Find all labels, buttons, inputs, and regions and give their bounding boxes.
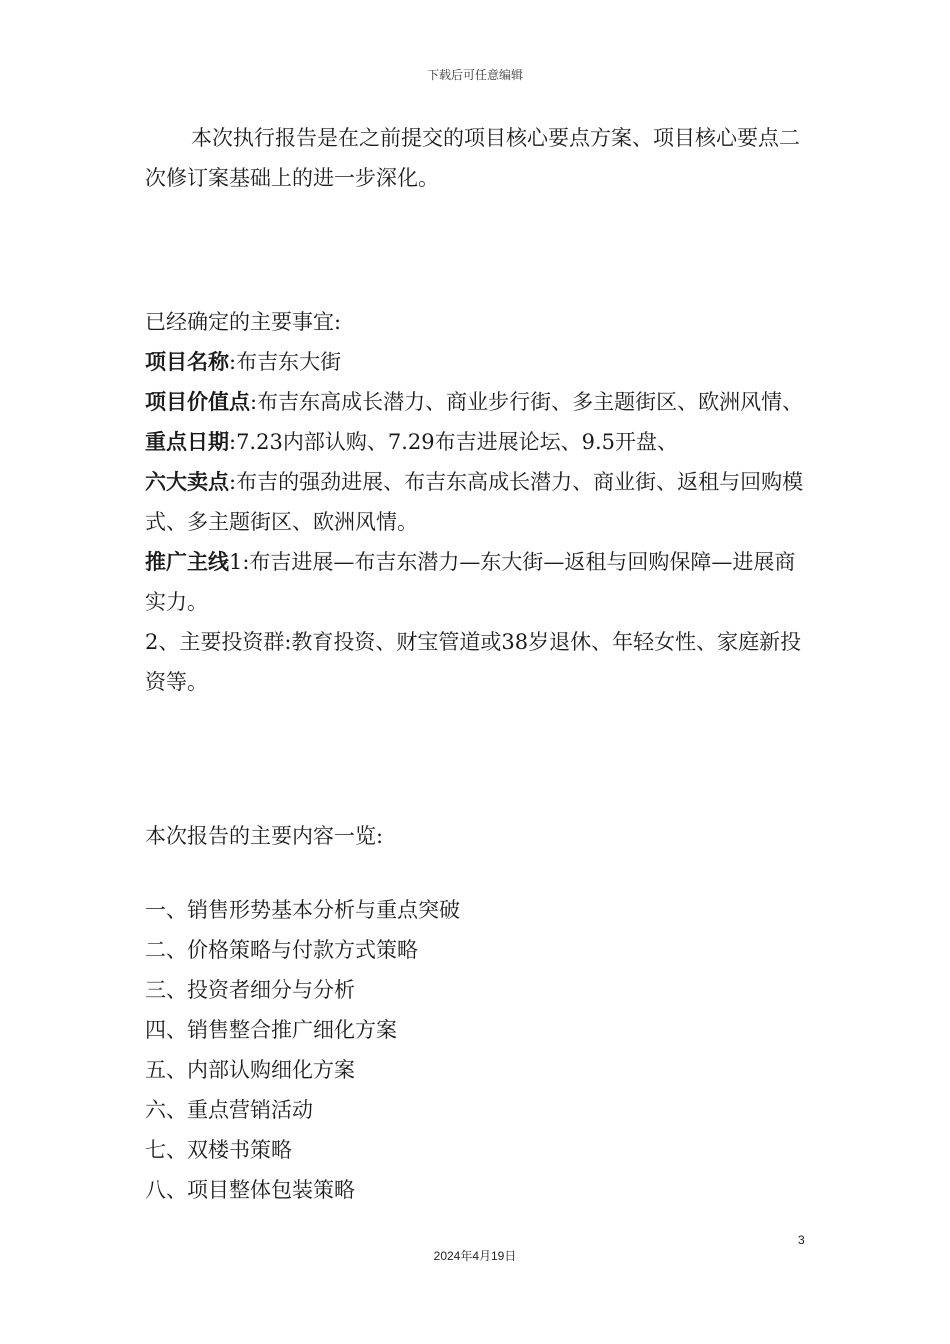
item-text: :布吉东大街 — [229, 350, 342, 374]
report-section — [145, 816, 810, 856]
list-item: 三、投资者细分与分析 — [145, 978, 355, 1002]
confirmed-item-name — [145, 342, 810, 382]
item-text: :布吉东高成长潜力、商业步行街、多主题街区、欧洲风情、 — [250, 390, 804, 414]
list-item: 六、重点营销活动 — [145, 1098, 313, 1122]
item-label: 重点日期 — [145, 429, 229, 454]
confirmed-item-promotion — [145, 542, 810, 622]
item-text: :布吉的强劲进展、布吉东高成长潜力、商业街、返租与回购模式、多主题街区、欧洲风情。 — [145, 470, 804, 534]
page-header: 下载后可任意编辑 — [426, 68, 523, 82]
confirmed-heading: 已经确定的主要事宜: — [145, 310, 342, 334]
item-label: 推广主线 — [145, 549, 229, 574]
confirmed-section — [145, 302, 810, 702]
item-label: 项目名称 — [145, 349, 229, 374]
page-footer-date: 2024年4月19日 — [433, 1249, 517, 1263]
item-label: 六大卖点 — [145, 469, 229, 494]
confirmed-item-selling-points — [145, 462, 810, 542]
report-heading: 本次报告的主要内容一览: — [145, 824, 384, 848]
intro-paragraph: 本次执行报告是在之前提交的项目核心要点方案、项目核心要点二次修订案基础上的进一步深化。 — [145, 126, 800, 190]
item-label: 项目价值点 — [145, 389, 250, 414]
page-number: 3 — [798, 1233, 805, 1247]
list-item: 二、价格策略与付款方式策略 — [145, 938, 418, 962]
list-item: 一、销售形势基本分析与重点突破 — [145, 898, 460, 922]
item-text: 1:布吉进展—布吉东潜力—东大街—返租与回购保障—进展商实力。 — [145, 550, 796, 614]
report-contents-list — [145, 890, 810, 1210]
confirmed-investors: 2、主要投资群:教育投资、财宝管道或38岁退休、年轻女性、家庭新投资等。 — [145, 630, 802, 694]
list-item: 五、内部认购细化方案 — [145, 1058, 355, 1082]
list-item: 七、双楼书策略 — [145, 1138, 292, 1162]
list-item: 八、项目整体包装策略 — [145, 1178, 355, 1202]
list-item: 四、销售整合推广细化方案 — [145, 1018, 397, 1042]
confirmed-item-dates — [145, 422, 810, 462]
confirmed-item-value — [145, 382, 810, 422]
item-text: :7.23内部认购、7.29布吉进展论坛、9.5开盘、 — [229, 430, 678, 454]
